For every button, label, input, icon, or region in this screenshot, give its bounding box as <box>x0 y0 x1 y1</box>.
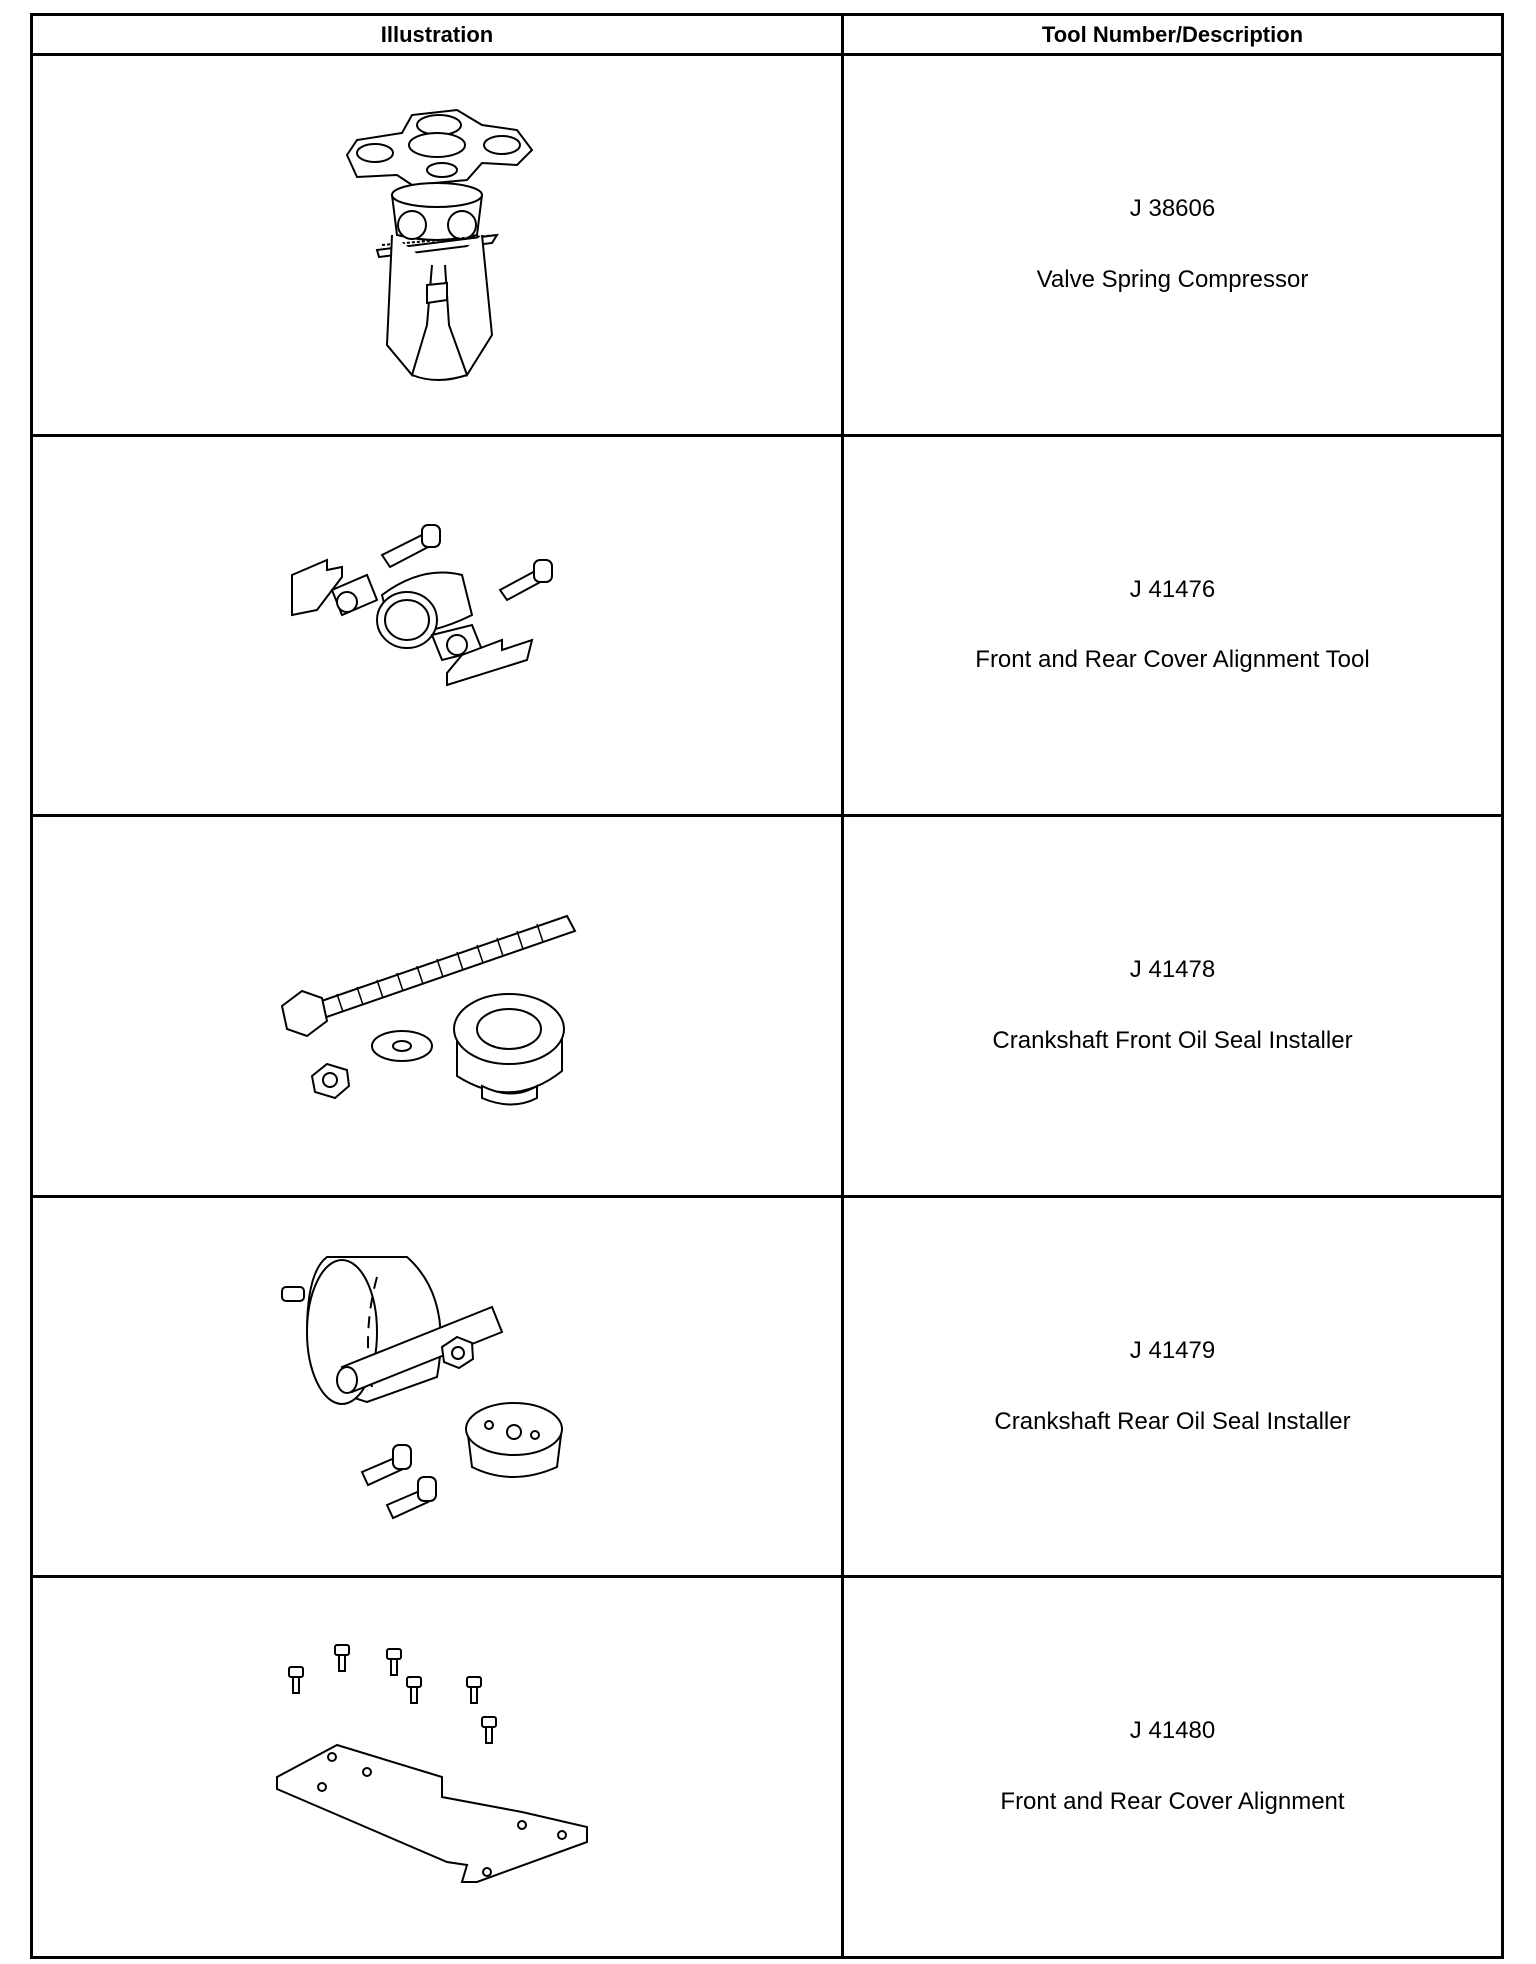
illustration-cell <box>32 55 843 436</box>
tool-description: Crankshaft Front Oil Seal Installer <box>992 1026 1353 1054</box>
tool-number: J 41478 <box>1129 956 1216 984</box>
header-row <box>32 15 1503 55</box>
tool-description: Front and Rear Cover Alignment Tool <box>975 646 1370 674</box>
table-row <box>32 1577 1503 1958</box>
description-cell <box>843 55 1503 436</box>
table-row <box>32 55 1503 436</box>
illustration-cell <box>32 816 843 1197</box>
tool-description: Front and Rear Cover Alignment <box>1000 1788 1345 1816</box>
illustration-header: Illustration <box>32 15 843 55</box>
cover-alignment-plate-illustration <box>267 1637 607 1897</box>
description-header: Tool Number/Description <box>843 15 1503 55</box>
description-cell <box>843 435 1503 816</box>
table-row <box>32 435 1503 816</box>
illustration-cell <box>32 1196 843 1577</box>
tool-number: J 41476 <box>1129 575 1216 603</box>
illustration-cell <box>32 435 843 816</box>
tool-number: J 41479 <box>1129 1336 1216 1364</box>
table-row <box>32 1196 1503 1577</box>
front-oil-seal-installer-illustration <box>267 886 607 1126</box>
tool-description: Crankshaft Rear Oil Seal Installer <box>994 1407 1351 1435</box>
valve-spring-compressor-illustration <box>317 85 557 405</box>
tool-description: Valve Spring Compressor <box>1036 265 1309 293</box>
rear-oil-seal-installer-illustration <box>267 1237 607 1537</box>
tool-number: J 38606 <box>1129 195 1216 222</box>
cover-alignment-tool-illustration <box>272 515 602 735</box>
description-cell <box>843 816 1503 1197</box>
table-row <box>32 816 1503 1197</box>
illustration-cell <box>32 1577 843 1958</box>
description-cell <box>843 1196 1503 1577</box>
special-tools-table <box>30 13 1504 1959</box>
tool-number: J 41480 <box>1129 1717 1216 1745</box>
description-cell <box>843 1577 1503 1958</box>
